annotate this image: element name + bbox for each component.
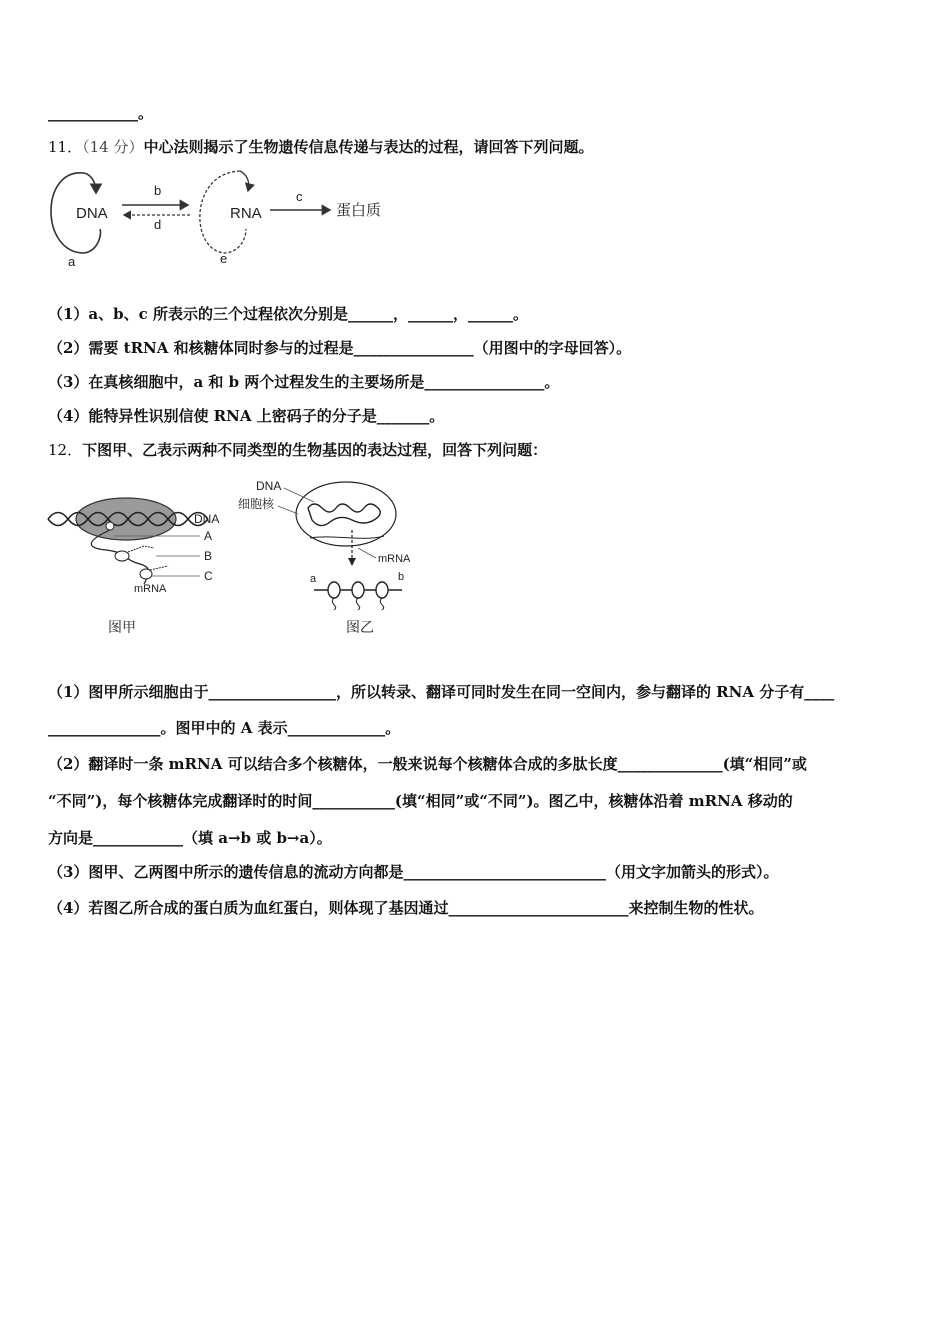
yi-nucleus-label: 细胞核 bbox=[238, 497, 275, 511]
central-dogma-diagram bbox=[40, 163, 400, 273]
q11-sub2: （2）需要 tRNA 和核糖体同时参与的过程是________________（用图中的字母回答）。 bbox=[48, 339, 632, 357]
yi-nucleus-pointer bbox=[278, 506, 298, 514]
figure-yi bbox=[234, 476, 434, 646]
dna-label: DNA bbox=[76, 205, 108, 222]
yi-peptide-1 bbox=[332, 598, 335, 610]
ribosome-2 bbox=[140, 569, 152, 579]
q11-sub3: （3）在真核细胞中，a 和 b 两个过程发生的主要场所是________________。 bbox=[48, 373, 560, 391]
q12-stem-text: 下图甲、乙表示两种不同类型的生物基因的表达过程，回答下列问题： bbox=[82, 441, 548, 459]
jia-label-b: B bbox=[204, 549, 213, 563]
yi-caption: 图乙 bbox=[346, 619, 374, 635]
yi-peptide-2 bbox=[356, 598, 359, 610]
yi-dna-label: DNA bbox=[256, 479, 282, 493]
yi-mrna-pointer bbox=[358, 548, 376, 558]
q11-sub4: （4）能特异性识别信使 RNA 上密码子的分子是_______。 bbox=[48, 407, 445, 425]
yi-peptide-3 bbox=[380, 598, 383, 610]
q11-score: （14 分） bbox=[82, 138, 144, 156]
label-b: b bbox=[154, 183, 162, 198]
rna-label: RNA bbox=[230, 205, 262, 222]
previous-answer-tail: ____________。 bbox=[48, 104, 154, 122]
q11-stem-text: 中心法则揭示了生物遗传信息传递与表达的过程，请回答下列问题。 bbox=[143, 138, 594, 156]
figure-jia bbox=[44, 486, 244, 646]
q12-sub1-line2: _______________。图甲中的 A 表示_____________。 bbox=[48, 719, 401, 737]
prokaryotic-cell bbox=[76, 498, 176, 540]
jia-label-c: C bbox=[204, 569, 213, 583]
yi-ribosome-1 bbox=[328, 582, 340, 598]
yi-ribosome-2 bbox=[352, 582, 364, 598]
q11-number: 11． bbox=[48, 138, 83, 156]
label-a: a bbox=[68, 254, 76, 269]
polypeptide-2 bbox=[150, 566, 168, 570]
q12-stem bbox=[48, 440, 547, 460]
rna-replication-arrow-head bbox=[240, 171, 249, 191]
rna-polymerase bbox=[106, 522, 114, 530]
q12-sub2-line2: “不同”)，每个核糖体完成翻译时的时间___________(填“相同”或“不同”)。图乙中，核糖体沿着 mRNA 移动的 bbox=[48, 792, 793, 810]
q12-sub1-line1: （1）图甲所示细胞由于_________________，所以转录、翻译可同时发生在同一空间内，参与翻译的 RNA 分子有____ bbox=[48, 683, 835, 701]
q11-stem bbox=[48, 137, 593, 157]
jia-dna-label: DNA bbox=[194, 512, 220, 526]
q12-sub4: （4）若图乙所合成的蛋白质为血红蛋白，则体现了基因通过________________________来控制生物的性状。 bbox=[48, 899, 764, 917]
yi-mrna-label: mRNA bbox=[378, 553, 411, 565]
ribosome-1 bbox=[115, 551, 129, 561]
yi-label-b: b bbox=[398, 571, 405, 583]
replication-arrow-head bbox=[84, 173, 96, 193]
jia-caption: 图甲 bbox=[108, 619, 136, 635]
q12-sub3: （3）图甲、乙两图中所示的遗传信息的流动方向都是___________________________（用文字加箭头的形式）。 bbox=[48, 863, 779, 881]
q12-sub2-line1: （2）翻译时一条 mRNA 可以结合多个核糖体，一般来说每个核糖体合成的多肽长度______________(填“相同”或 bbox=[48, 755, 807, 773]
label-e: e bbox=[220, 251, 228, 266]
jia-mrna-label: mRNA bbox=[134, 583, 167, 595]
yi-label-a: a bbox=[310, 573, 317, 585]
yi-ribosome-3 bbox=[376, 582, 388, 598]
q11-sub1: （1）a、b、c 所表示的三个过程依次分别是______，______，______。 bbox=[48, 305, 529, 323]
polypeptide-1 bbox=[128, 546, 154, 552]
label-c: c bbox=[296, 189, 303, 204]
export-arrow-head bbox=[348, 558, 356, 566]
protein-label: 蛋白质 bbox=[336, 202, 382, 219]
q12-sub2-line3: 方向是____________（填 a→b 或 b→a）。 bbox=[48, 829, 332, 847]
q12-number: 12． bbox=[48, 441, 83, 459]
jia-label-a: A bbox=[204, 529, 213, 543]
label-d: d bbox=[154, 217, 162, 232]
